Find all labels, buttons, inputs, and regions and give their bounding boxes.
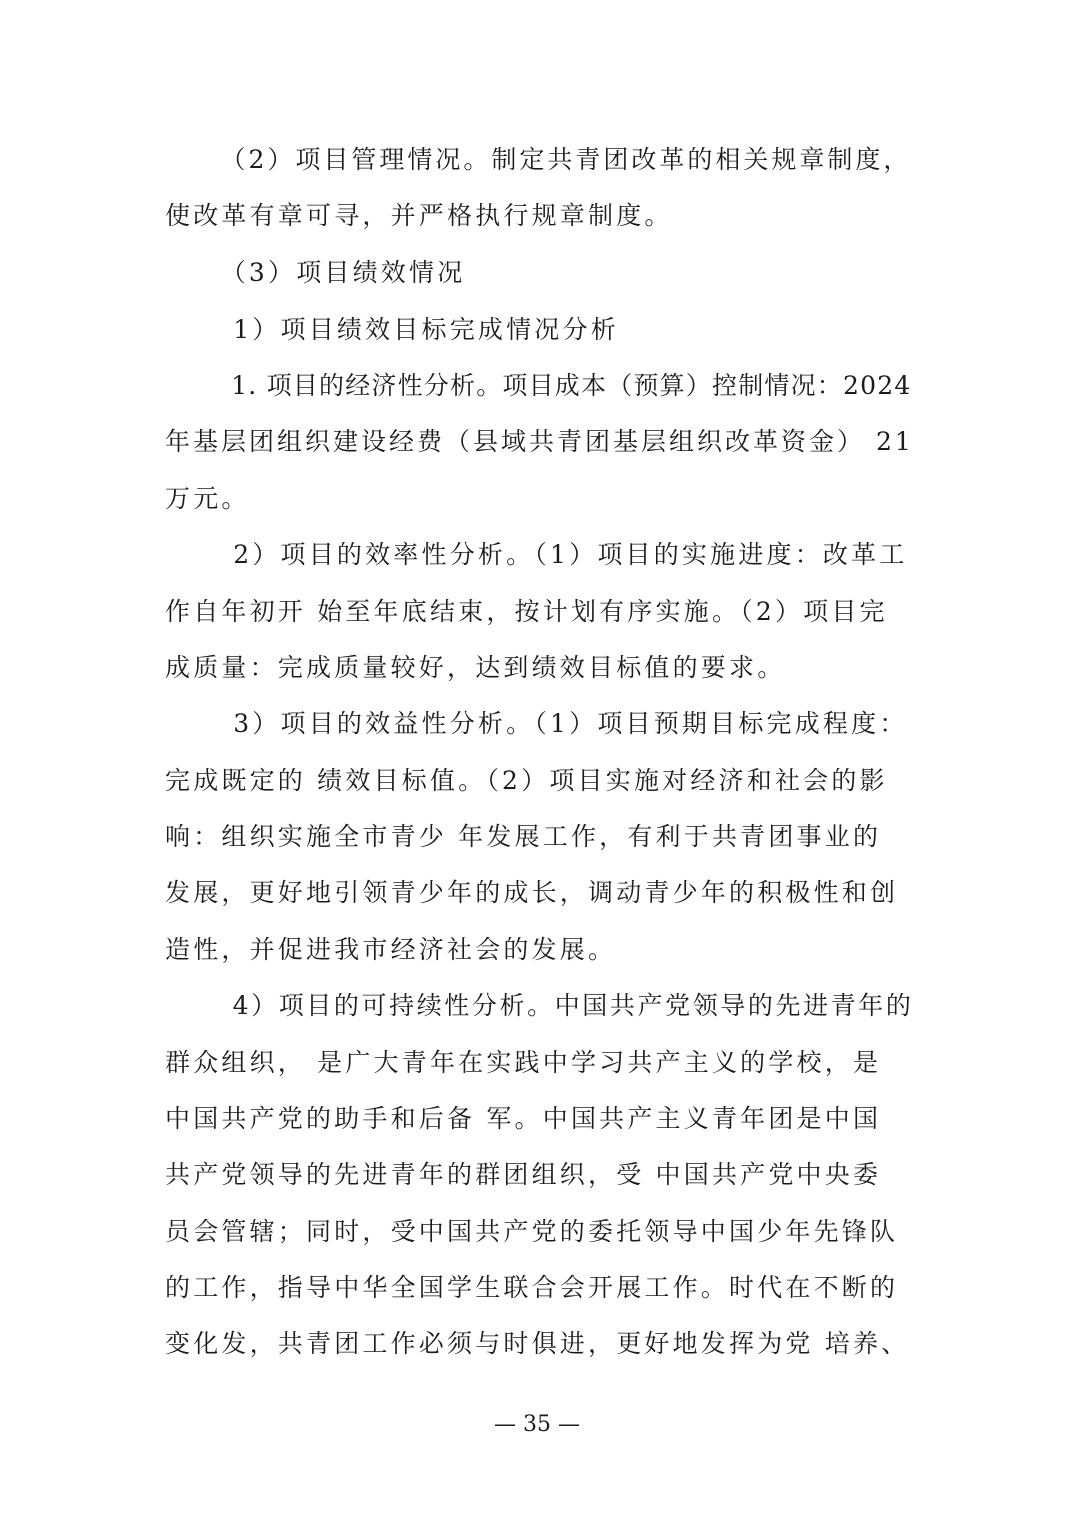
text-line: 造性，并促进我市经济社会的发展。 [165, 935, 617, 964]
text-line: 使改革有章可寻，并严格执行规章制度。 [165, 201, 673, 230]
text-line: 中国共产党的助手和后备 军。中国共产主义青年团是中国 [165, 1104, 882, 1133]
text-line: 的工作，指导中华全国学生联合会开展工作。时代在不断的 [165, 1273, 899, 1302]
page-number: — 35 — [494, 1412, 580, 1437]
text-line: 作自年初开 始至年底结束，按计划有序实施。（2）项目完 [165, 597, 888, 626]
text-line: 响：组织实施全市青少 年发展工作，有利于共青团事业的 [165, 822, 882, 851]
text-line: 4）项目的可持续性分析。中国共产党领导的先进青年的 [205, 991, 914, 1020]
text-line: 变化发，共青团工作必须与时俱进，更好地发挥为党 培养、 [165, 1329, 910, 1358]
text-line: 2）项目的效率性分析。（1）项目的实施进度：改革工 [205, 540, 908, 569]
text-line: 员会管辖；同时，受中国共产党的委托领导中国少年先锋队 [165, 1217, 899, 1246]
text-line: 年基层团组织建设经费（县域共青团基层组织改革资金） 21 [165, 427, 914, 456]
text-line: （3）项目绩效情况 [205, 258, 466, 287]
text-line: 共产党领导的先进青年的群团组织，受 中国共产党中央委 [165, 1160, 882, 1189]
text-line: 完成既定的 绩效目标值。（2）项目实施对经济和社会的影 [165, 766, 888, 795]
text-line: 1. 项目的经济性分析。项目成本（预算）控制情况：2024 [205, 371, 912, 400]
text-line: 1）项目绩效目标完成情况分析 [205, 315, 619, 344]
text-line: 万元。 [165, 484, 250, 513]
text-line: 成质量：完成质量较好，达到绩效目标值的要求。 [165, 653, 786, 682]
text-line: 群众组织， 是广大青年在实践中学习共产主义的学校，是 [165, 1048, 882, 1077]
text-line: （2）项目管理情况。制定共青团改革的相关规章制度， [205, 145, 912, 174]
text-line: 3）项目的效益性分析。（1）项目预期目标完成程度： [205, 709, 908, 738]
text-line: 发展，更好地引领青少年的成长，调动青少年的积极性和创 [165, 878, 899, 907]
